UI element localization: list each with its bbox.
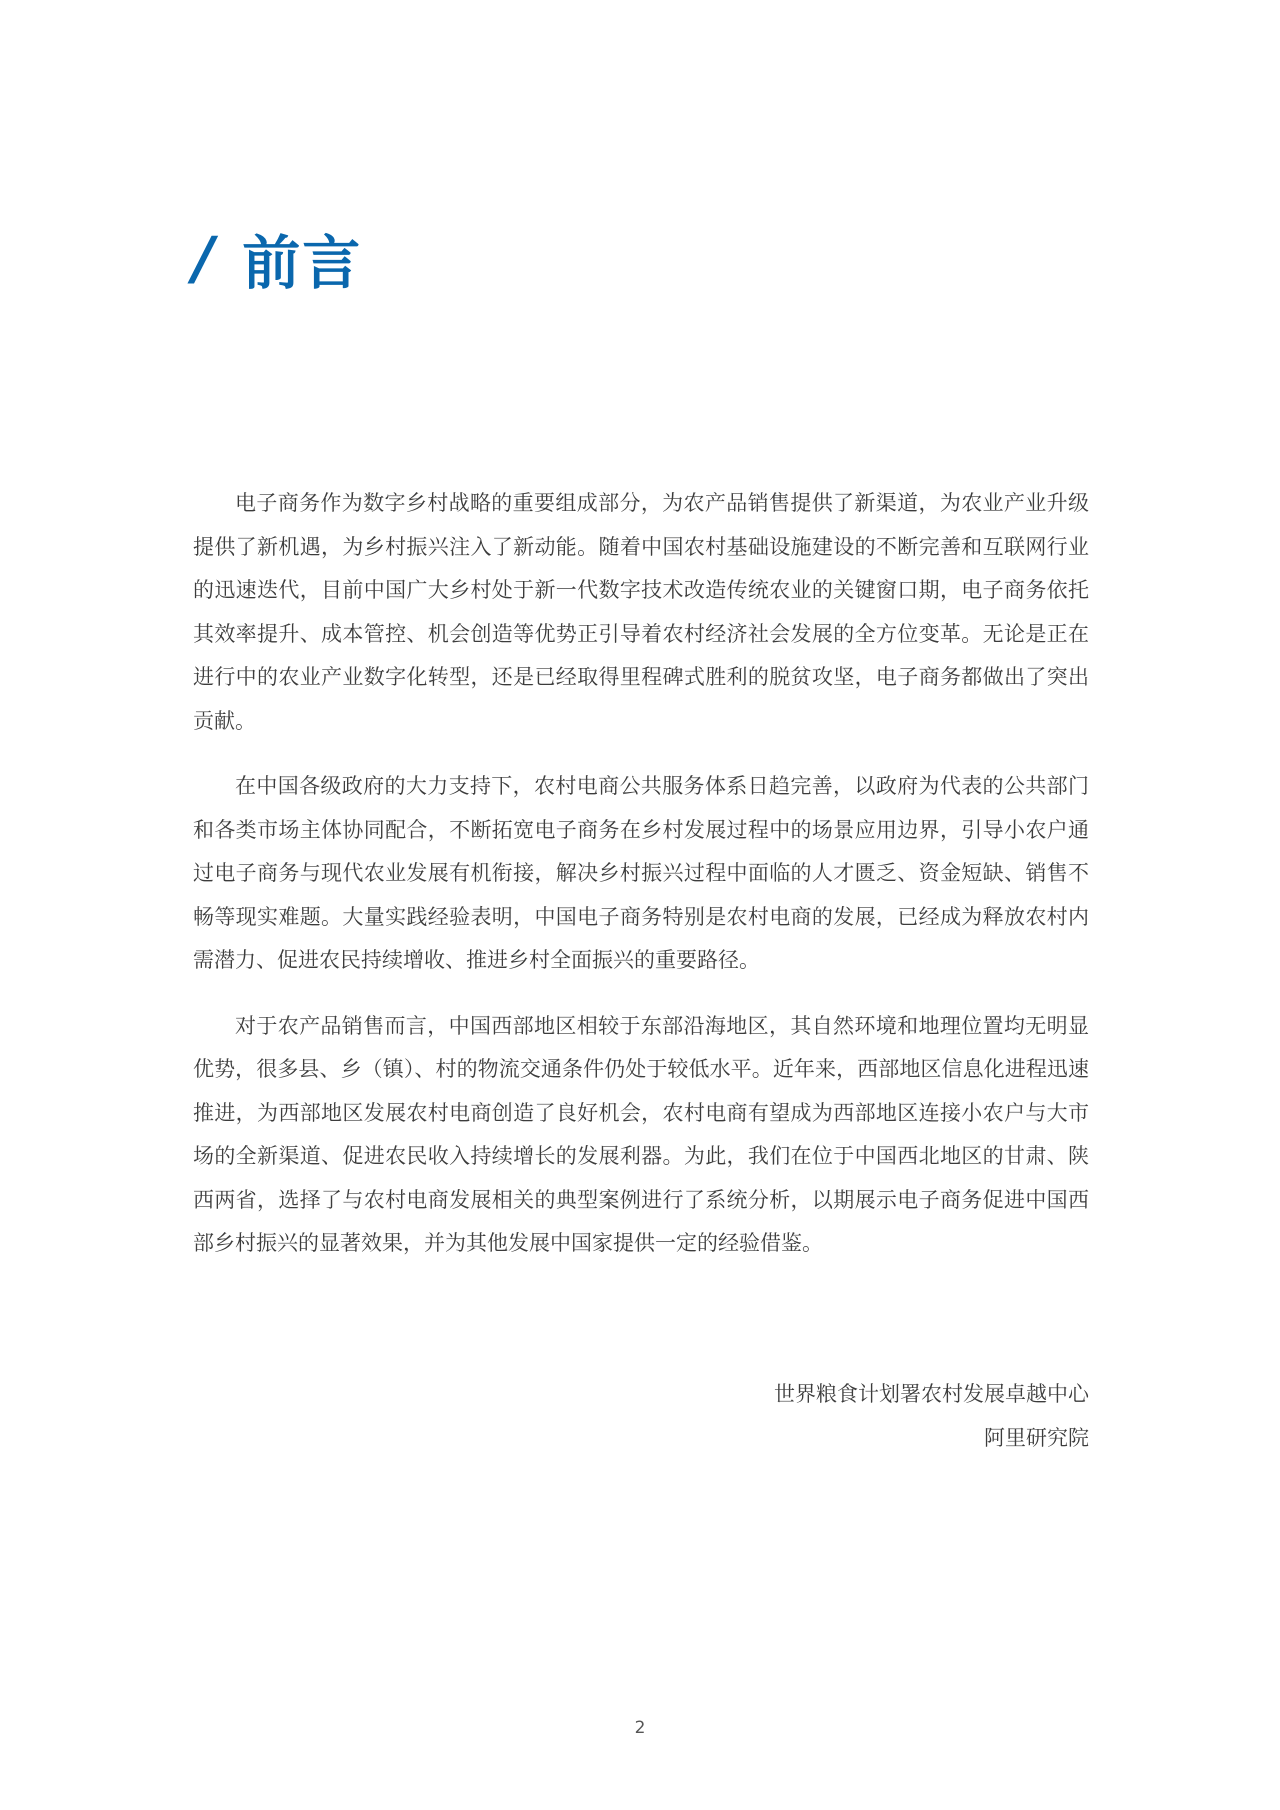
paragraph-3: 对于农产品销售而言，中国西部地区相较于东部沿海地区，其自然环境和地理位置均无明显优势，很多县、乡（镇）、村的物流交通条件仍处于较低水平。近年来，西部地区信息化进程迅速推进，为西部地区发展农村电商创造了良好机会，农村电商有望成为西部地区连接小农户与大市场的全新渠道、促进农民收入持续增长的发展利器。为此，我们在位于中国西北地区的甘肃、陕西两省，选择了与农村电商发展相关的典型案例进行了系统分析，以期展示电子商务促进中国西部乡村振兴的显著效果，并为其他发展中国家提供一定的经验借鉴。 — [193, 1013, 1089, 1255]
paragraph-2: 在中国各级政府的大力支持下，农村电商公共服务体系日趋完善，以政府为代表的公共部门和各类市场主体协同配合，不断拓宽电子商务在乡村发展过程中的场景应用边界，引导小农户通过电子商务与现代农业发展有机衔接，解决乡村振兴过程中面临的人才匮乏、资金短缺、销售不畅等现实难题。大量实践经验表明，中国电子商务特别是农村电商的发展，已经成为释放农村内需潜力、促进农民持续增收、推进乡村全面振兴的重要路径。 — [193, 774, 1089, 972]
heading-slash: / — [193, 224, 217, 292]
paragraph-1: 电子商务作为数字乡村战略的重要组成部分，为农产品销售提供了新渠道，为农业产业升级提供了新机遇，为乡村振兴注入了新动能。随着中国农村基础设施建设的不断完善和互联网行业的迅速迭代，目前中国广大乡村处于新一代数字技术改造传统农业的关键窗口期，电子商务依托其效率提升、成本管控、机会创造等优势正引导着农村经济社会发展的全方位变革。无论是正在进行中的农业产业数字化转型，还是已经取得里程碑式胜利的脱贫攻坚，电子商务都做出了突出贡献。 — [193, 491, 1089, 733]
page-number: 2 — [634, 1718, 646, 1738]
body-text — [193, 482, 1089, 1288]
signature-organization-2: 阿里研究院 — [984, 1426, 1089, 1450]
section-heading — [193, 222, 363, 297]
heading-title: 前言 — [242, 229, 363, 297]
signature-block — [774, 1372, 1089, 1460]
signature-organization-1: 世界粮食计划署农村发展卓越中心 — [774, 1382, 1089, 1406]
